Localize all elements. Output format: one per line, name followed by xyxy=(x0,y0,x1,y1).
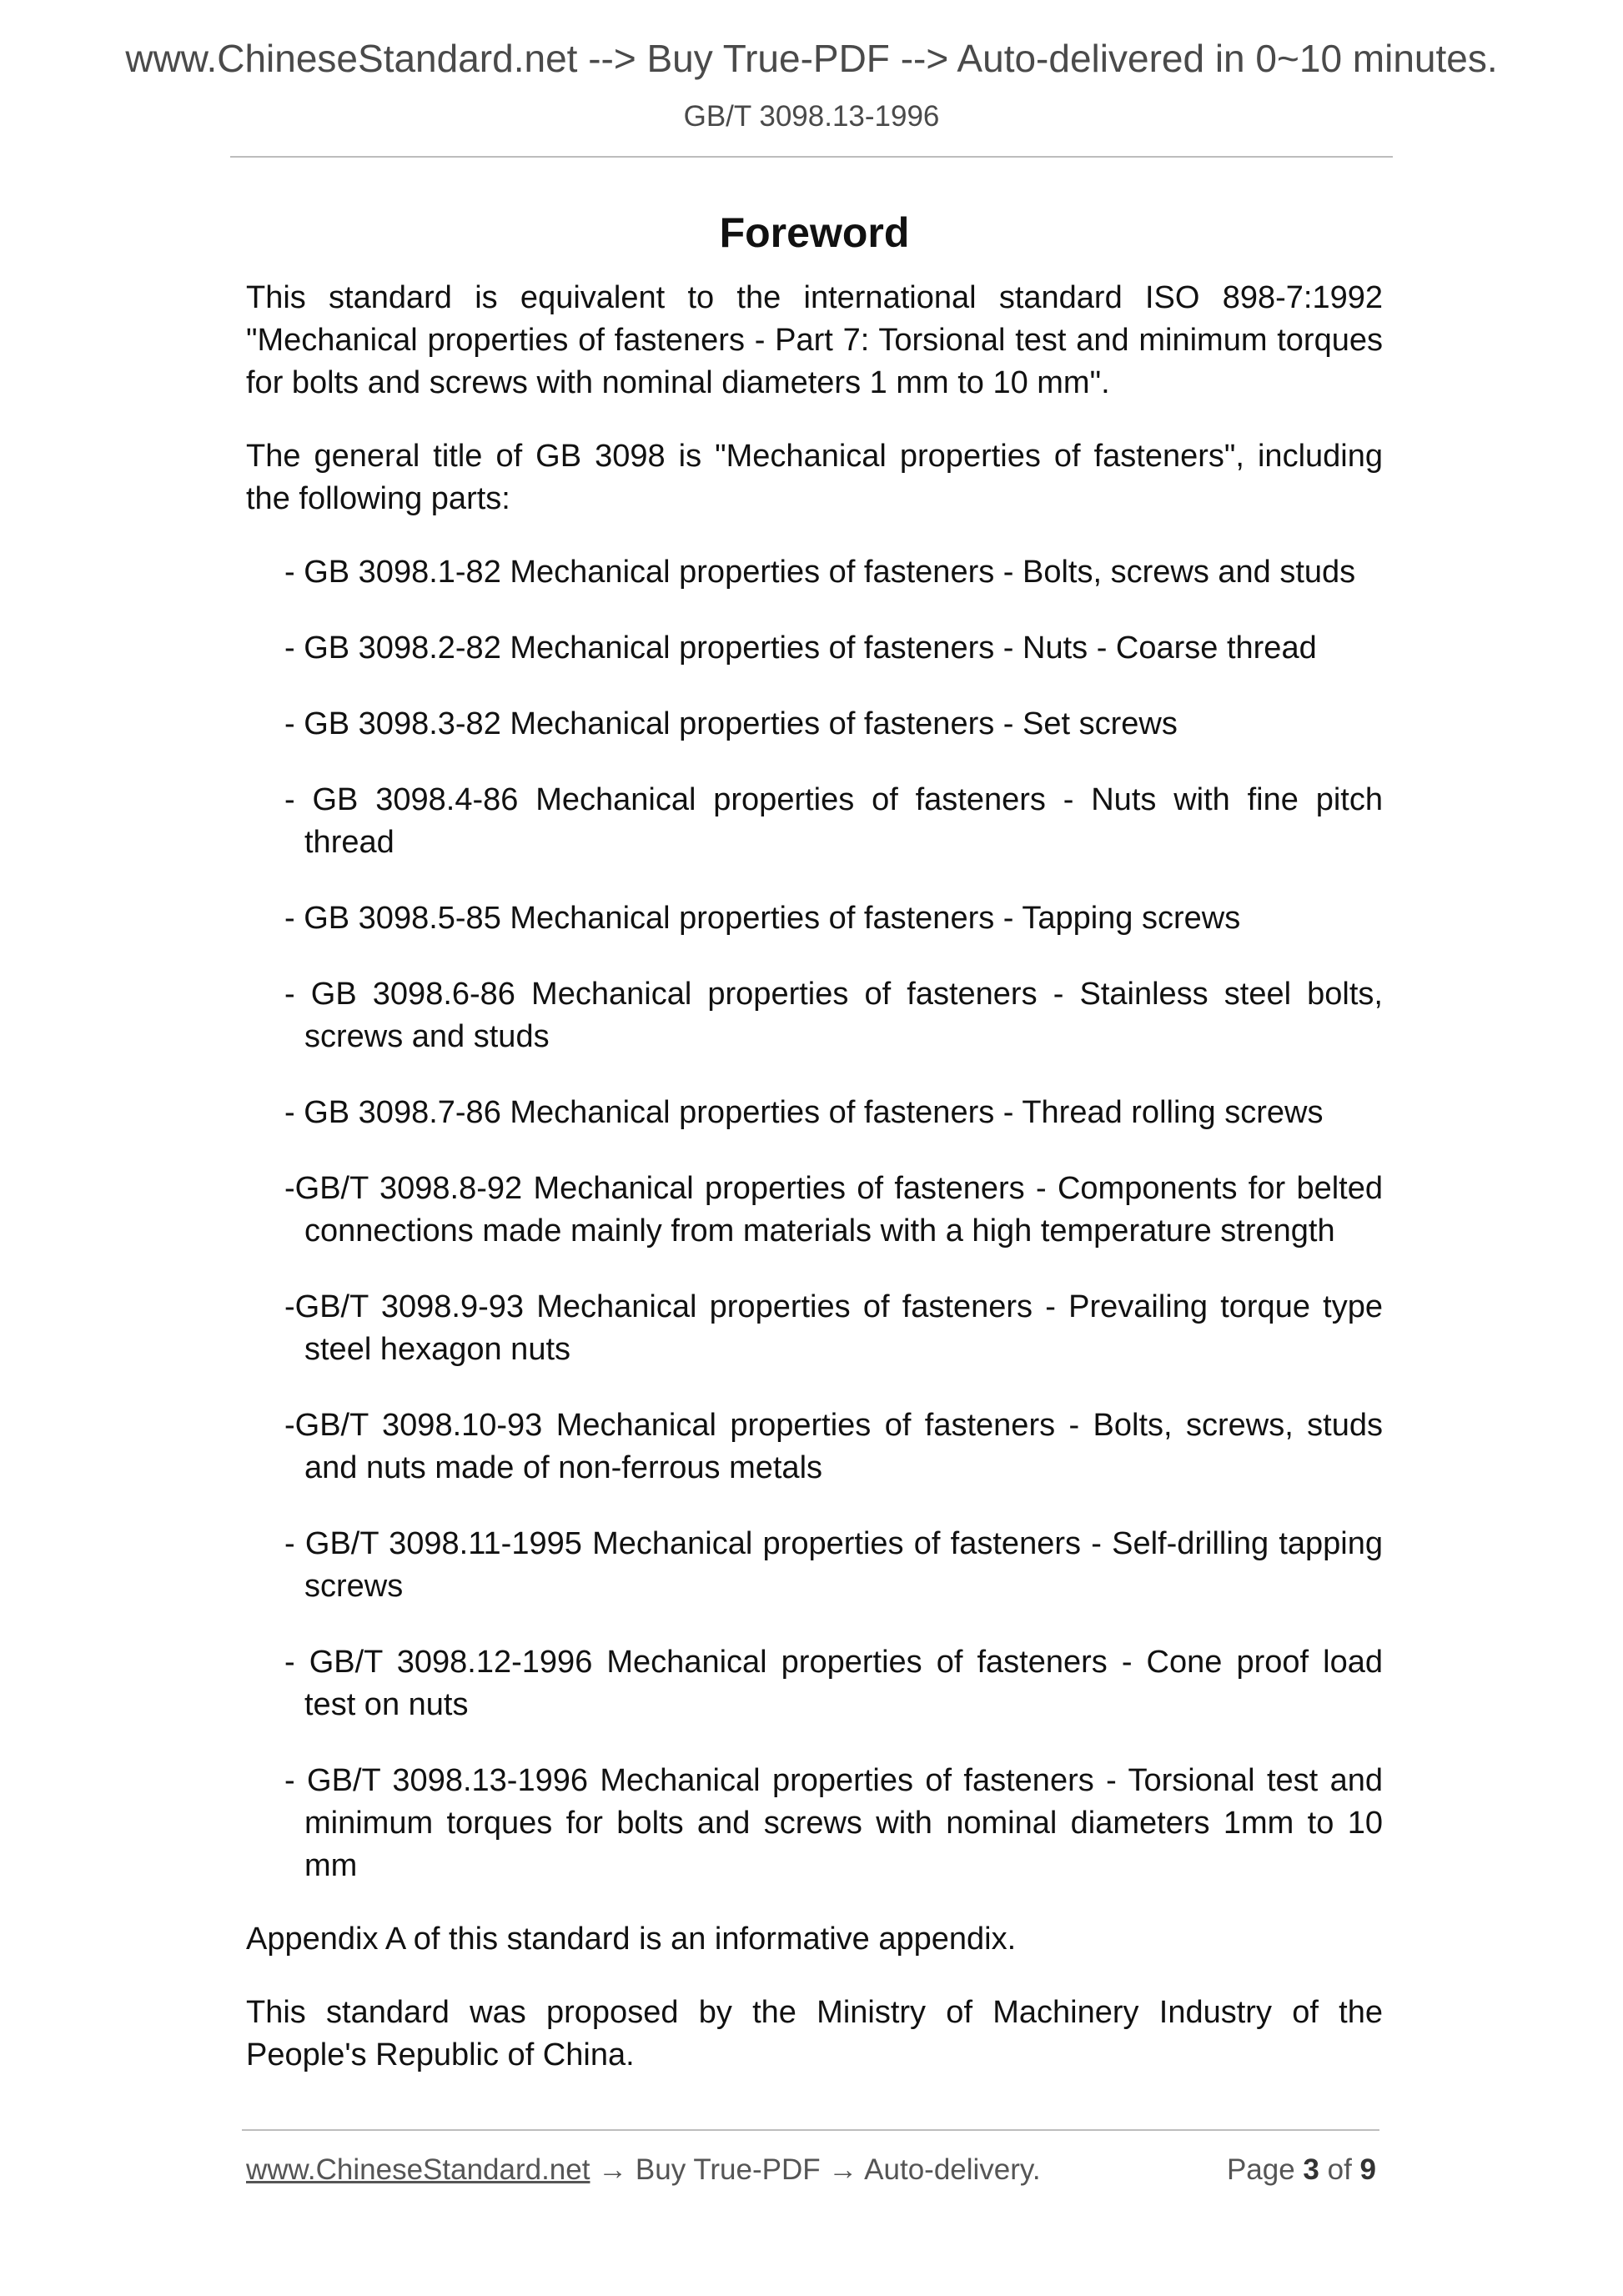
top-banner: www.ChineseStandard.net --> Buy True-PDF --> Auto-delivered in 0~10 minutes. xyxy=(125,37,1498,80)
list-item: - GB/T 3098.11-1995 Mechanical properties of fasteners - Self-drilling tapping screws xyxy=(284,1526,1383,1604)
list-item: - GB 3098.4-86 Mechanical properties of fasteners - Nuts with fine pitch thread xyxy=(284,782,1383,860)
list-item: -GB/T 3098.8-92 Mechanical properties of fasteners - Components for belted connections made mainly from materials with a high temperature strength xyxy=(284,1171,1383,1248)
footer-links xyxy=(246,2152,1041,2188)
page-title: Foreword xyxy=(719,209,910,256)
footer-divider xyxy=(242,2129,1379,2131)
header-divider xyxy=(230,156,1393,158)
standard-code: GB/T 3098.13-1996 xyxy=(683,100,940,133)
list-item: - GB 3098.2-82 Mechanical properties of fasteners - Nuts - Coarse thread xyxy=(284,631,1317,666)
page-indicator xyxy=(1227,2152,1376,2188)
parts-list xyxy=(246,551,1383,1887)
intro-paragraph: This standard is equivalent to the international standard ISO 898-7:1992 "Mechanical properties of fasteners - Part 7: Torsional test and minimum torques for bolts and screws with nominal diameters 1 mm to 10 mm". xyxy=(246,280,1383,400)
proposed-by-paragraph: This standard was proposed by the Ministry of Machinery Industry of the People's Republic of China. xyxy=(246,1995,1383,2072)
document-body xyxy=(246,207,1383,2108)
page-label: Page xyxy=(1226,2153,1304,2186)
general-title-paragraph: The general title of GB 3098 is "Mechanical properties of fasteners", including the following parts: xyxy=(246,439,1383,516)
footer-tagline: → Buy True-PDF → Auto-delivery. xyxy=(590,2153,1041,2186)
total-page-number: 9 xyxy=(1359,2153,1376,2186)
list-item: -GB/T 3098.10-93 Mechanical properties of fasteners - Bolts, screws, studs and nuts made of non-ferrous metals xyxy=(284,1408,1383,1485)
list-item: - GB 3098.3-82 Mechanical properties of fasteners - Set screws xyxy=(284,706,1178,741)
list-item: - GB/T 3098.13-1996 Mechanical properties of fasteners - Torsional test and minimum torques for bolts and screws with nominal diameters 1mm to 10 mm xyxy=(284,1763,1383,1883)
list-item: - GB 3098.5-85 Mechanical properties of fasteners - Tapping screws xyxy=(284,901,1241,936)
appendix-note: Appendix A of this standard is an informative appendix. xyxy=(246,1922,1017,1957)
list-item: - GB 3098.1-82 Mechanical properties of fasteners - Bolts, screws and studs xyxy=(284,555,1356,590)
list-item: -GB/T 3098.9-93 Mechanical properties of fasteners - Prevailing torque type steel hexagon nuts xyxy=(284,1289,1383,1367)
website-link[interactable]: www.ChineseStandard.net xyxy=(246,2153,590,2186)
page-of-label: of xyxy=(1319,2153,1360,2186)
list-item: - GB 3098.7-86 Mechanical properties of fasteners - Thread rolling screws xyxy=(284,1095,1324,1130)
current-page-number: 3 xyxy=(1303,2153,1319,2186)
list-item: - GB 3098.6-86 Mechanical properties of fasteners - Stainless steel bolts, screws and studs xyxy=(284,977,1383,1054)
list-item: - GB/T 3098.12-1996 Mechanical properties of fasteners - Cone proof load test on nuts xyxy=(284,1645,1383,1722)
